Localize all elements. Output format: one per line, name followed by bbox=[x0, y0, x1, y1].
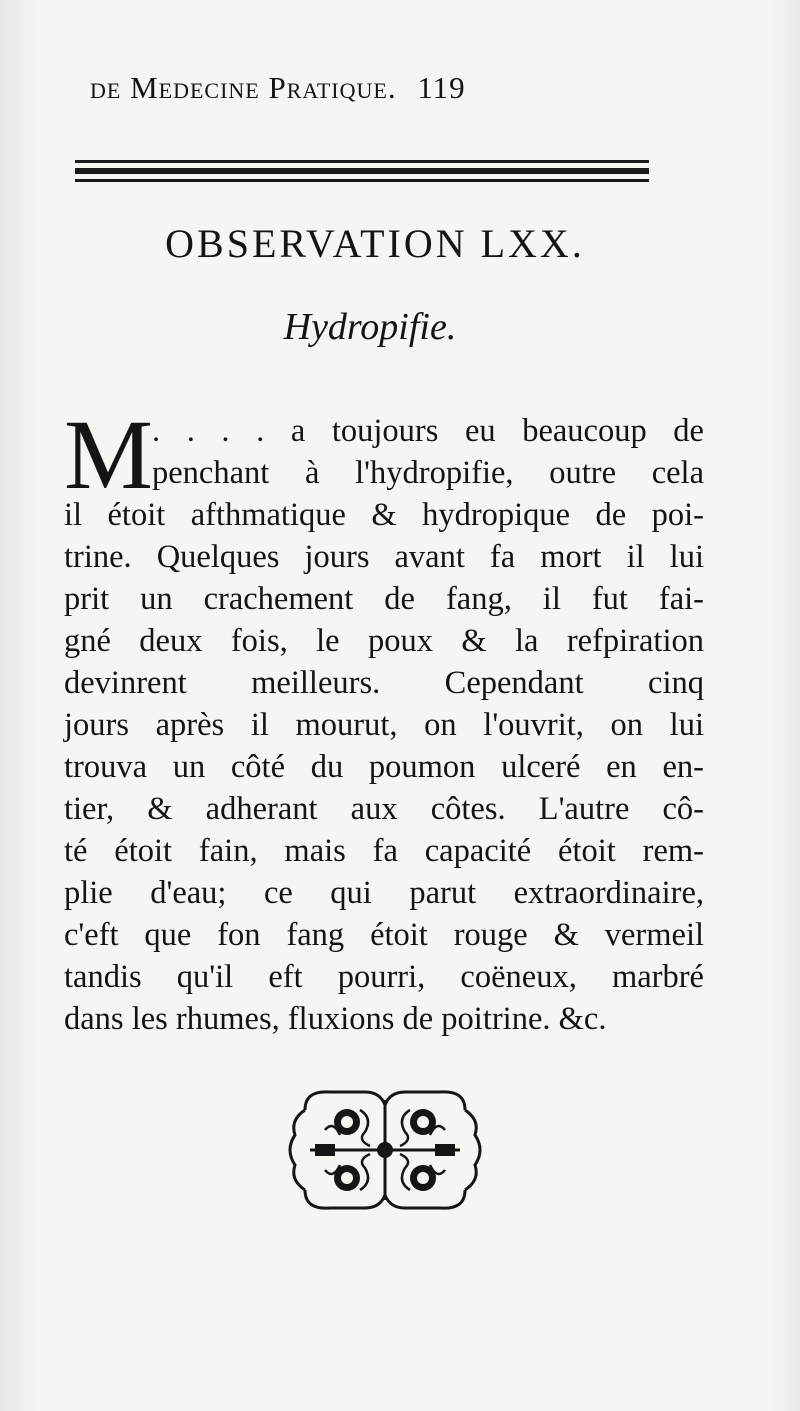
header-rule-top bbox=[75, 160, 649, 163]
text-line: c'eft que fon fang étoit rouge & vermeil bbox=[64, 917, 704, 953]
text-line: gné deux fois, le poux & la refpiration bbox=[64, 623, 704, 659]
observation-title: OBSERVATION LXX. bbox=[165, 221, 585, 266]
page-number: 119 bbox=[417, 70, 466, 105]
observation-subtitle: Hydropifie. bbox=[283, 306, 457, 348]
text-line: prit un crachement de fang, il fut fai- bbox=[64, 581, 704, 617]
text-line: il étoit afthmatique & hydropique de poi- bbox=[64, 497, 704, 533]
running-header bbox=[90, 70, 690, 106]
text-line: devinrent meilleurs. Cependant cinq bbox=[64, 665, 704, 701]
text-line: trouva un côté du poumon ulceré en en- bbox=[64, 749, 704, 785]
observation-body bbox=[64, 399, 704, 1040]
fleuron-ornament-icon bbox=[285, 1080, 485, 1220]
header-rule-middle bbox=[75, 168, 649, 174]
drop-cap: M bbox=[64, 399, 153, 510]
text-line: tandis qu'il eft pourri, coëneux, marbré bbox=[64, 959, 704, 995]
text-line: té étoit fain, mais fa capacité étoit rem- bbox=[64, 833, 704, 869]
header-rule-bottom bbox=[75, 179, 649, 182]
text-line: dans les rhumes, fluxions de poitrine. &c. bbox=[64, 1001, 607, 1037]
text-line: jours après il mourut, on l'ouvrit, on lui bbox=[64, 707, 704, 743]
running-title: de Medecine Pratique. bbox=[90, 70, 397, 105]
text-line: tier, & adherant aux côtes. L'autre cô- bbox=[64, 791, 704, 827]
text-line: . . . . a toujours eu beaucoup de bbox=[152, 413, 704, 449]
text-line: trine. Quelques jours avant fa mort il lui bbox=[64, 539, 704, 575]
text-line: penchant à l'hydropifie, outre cela bbox=[152, 455, 704, 491]
text-line: plie d'eau; ce qui parut extraordinaire, bbox=[64, 875, 704, 911]
